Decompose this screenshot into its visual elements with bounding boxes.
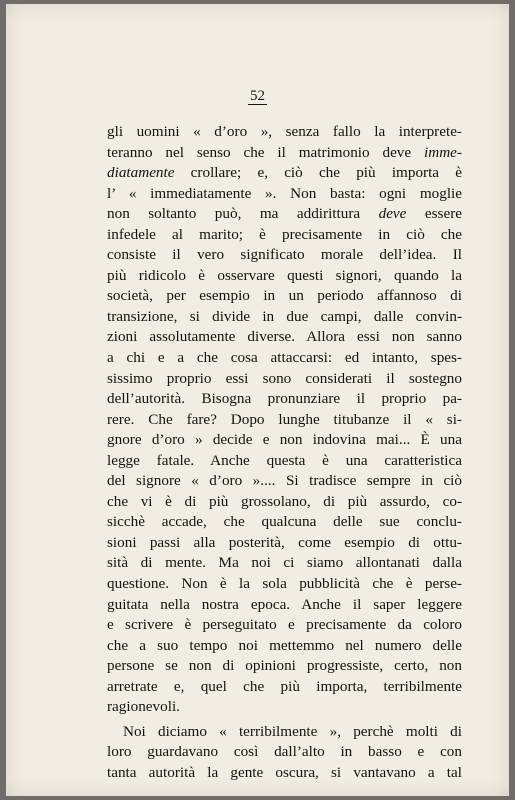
body-text [107, 122, 462, 784]
text-line: sioni passi alla posterità, come esempio di ottu- [107, 533, 462, 551]
text-line: più ridicolo è osservare questi signori, quando la [107, 266, 462, 284]
text-line: tanta autorità la gente oscura, si vantavano a tal [107, 763, 462, 781]
text-line: gli uomini « d’oro », senza fallo la interprete- [107, 123, 462, 140]
text-line: del signore « d’oro ».... Si tradisce sempre in ciò [107, 472, 462, 490]
text-line: gnore d’oro » decide e non indovina mai... È una [107, 431, 462, 449]
text-line: questione. Non è la sola pubblicità che è perse- [107, 575, 462, 593]
text-line: sità di mente. Ma noi ci siamo allontanati dalla [107, 554, 462, 572]
text-line: che vi è di più grossolano, di più assurdo, co- [107, 492, 462, 510]
text-line: Noi diciamo « terribilmente », perchè molti di [123, 722, 462, 740]
text-line: legge fatale. Anche questa è una caratteristica [107, 451, 462, 469]
paragraph [107, 122, 462, 718]
text-line: transizione, si divide in due campi, dalle convin- [107, 307, 462, 325]
text-line: che a suo tempo noi mettemmo nel numero delle [107, 636, 462, 654]
paragraph [107, 722, 462, 784]
text-line: consiste il vero significato morale dell’idea. Il [107, 246, 462, 264]
text-line: e scrivere è perseguitato e precisamente da coloro [107, 616, 462, 634]
text-line: guitata nella nostra epoca. Anche il saper leggere [107, 595, 462, 613]
text-line: ragionevoli. [107, 698, 180, 716]
italic-word: imme- [424, 143, 462, 161]
page-number: 52 [250, 88, 265, 104]
text-line: dell’autorità. Bisogna pronunziare il proprio pa- [107, 390, 462, 408]
text-line: infedele al marito; è precisamente in ciò che [107, 225, 462, 243]
text-line: rere. Che fare? Dopo lunghe titubanze il « si- [107, 410, 462, 428]
text-line: persone se non di opinioni progressiste, certo, non [107, 657, 462, 675]
text-line: arretrate e, quel che più importa, terribilmente [107, 677, 462, 695]
text-line: loro guardavano così dall’alto in basso e con [107, 743, 462, 761]
book-page [6, 4, 509, 796]
text-line: non soltanto può, ma addirittura deve essere [107, 205, 462, 223]
text-line: sissimo proprio essi sono considerati il sostegno [107, 369, 462, 387]
text-line: zioni assolutamente diverse. Allora essi non sanno [107, 328, 462, 346]
italic-word: deve [378, 205, 407, 223]
text-line: a chi e a che cosa attaccarsi: ed intanto, spes- [107, 349, 462, 367]
text-line: sicchè accade, che qualcuna delle sue conclu- [107, 513, 462, 531]
text-line: l’ « immediatamente ». Non basta: ogni moglie [107, 184, 462, 202]
text-line: società, per esempio in un periodo affannoso di [107, 287, 462, 305]
text-line: teranno nel senso che il matrimonio deve imme- [107, 143, 462, 161]
text-line: diatamente crollare; e, ciò che più importa è [107, 164, 462, 182]
italic-word: diatamente [107, 164, 175, 182]
